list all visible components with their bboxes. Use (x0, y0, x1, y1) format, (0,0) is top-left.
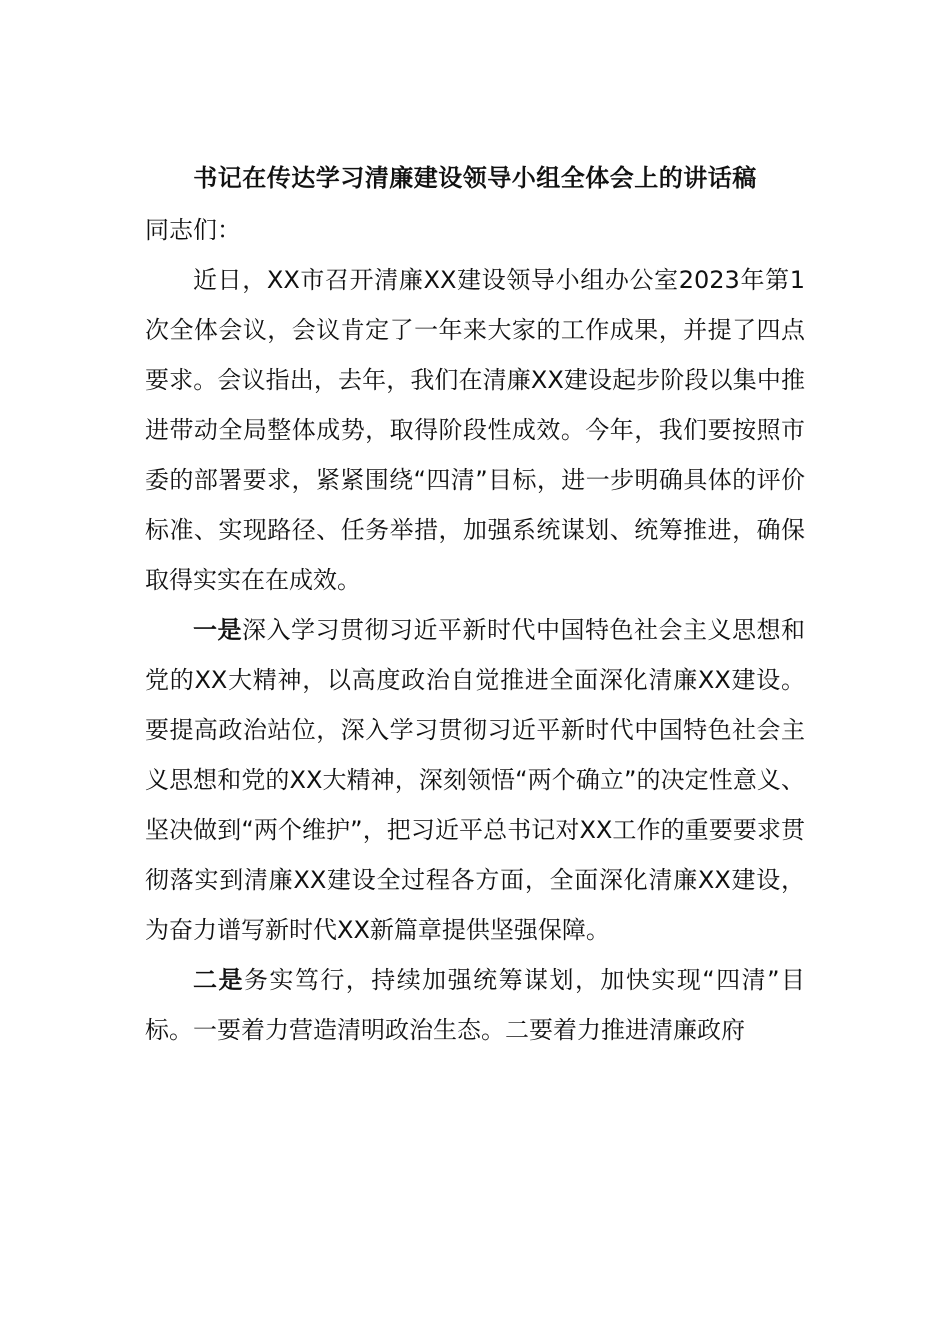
paragraph-text: 务实笃行，持续加强统筹谋划，加快实现“四清”目标。一要着力营造清明政治生态。二要着力推进清廉政府 (145, 966, 806, 1044)
paragraph-point-two (145, 955, 805, 1055)
paragraph-intro (145, 255, 805, 605)
paragraph-lead: 一是 (193, 616, 242, 644)
paragraph-text: 深入学习贯彻习近平新时代中国特色社会主义思想和党的XX大精神，以高度政治自觉推进全面深化清廉XX建设。要提高政治站位，深入学习贯彻习近平新时代中国特色社会主义思想和党的XX大精神，深刻领悟“两个确立”的决定性意义、坚决做到“两个维护”，把习近平总书记对XX工作的重要要求贯彻落实到清廉XX建设全过程各方面，全面深化清廉XX建设，为奋力谱写新时代XX新篇章提供坚强保障。 (145, 616, 805, 944)
paragraph-text: 近日，XX市召开清廉XX建设领导小组办公室2023年第1次全体会议，会议肯定了一年来大家的工作成果，并提了四点要求。会议指出，去年，我们在清廉XX建设起步阶段以集中推进带动全局整体成势，取得阶段性成效。今年，我们要按照市委的部署要求，紧紧围绕“四清”目标，进一步明确具体的评价标准、实现路径、任务举措，加强系统谋划、统筹推进，确保取得实实在在成效。 (145, 266, 805, 594)
salutation: 同志们： (145, 216, 241, 244)
document-title: 书记在传达学习清廉建设领导小组全体会上的讲话稿 (193, 164, 757, 192)
paragraph-point-one (145, 605, 805, 955)
document-body (145, 205, 805, 1055)
paragraph-lead: 二是 (193, 966, 244, 994)
